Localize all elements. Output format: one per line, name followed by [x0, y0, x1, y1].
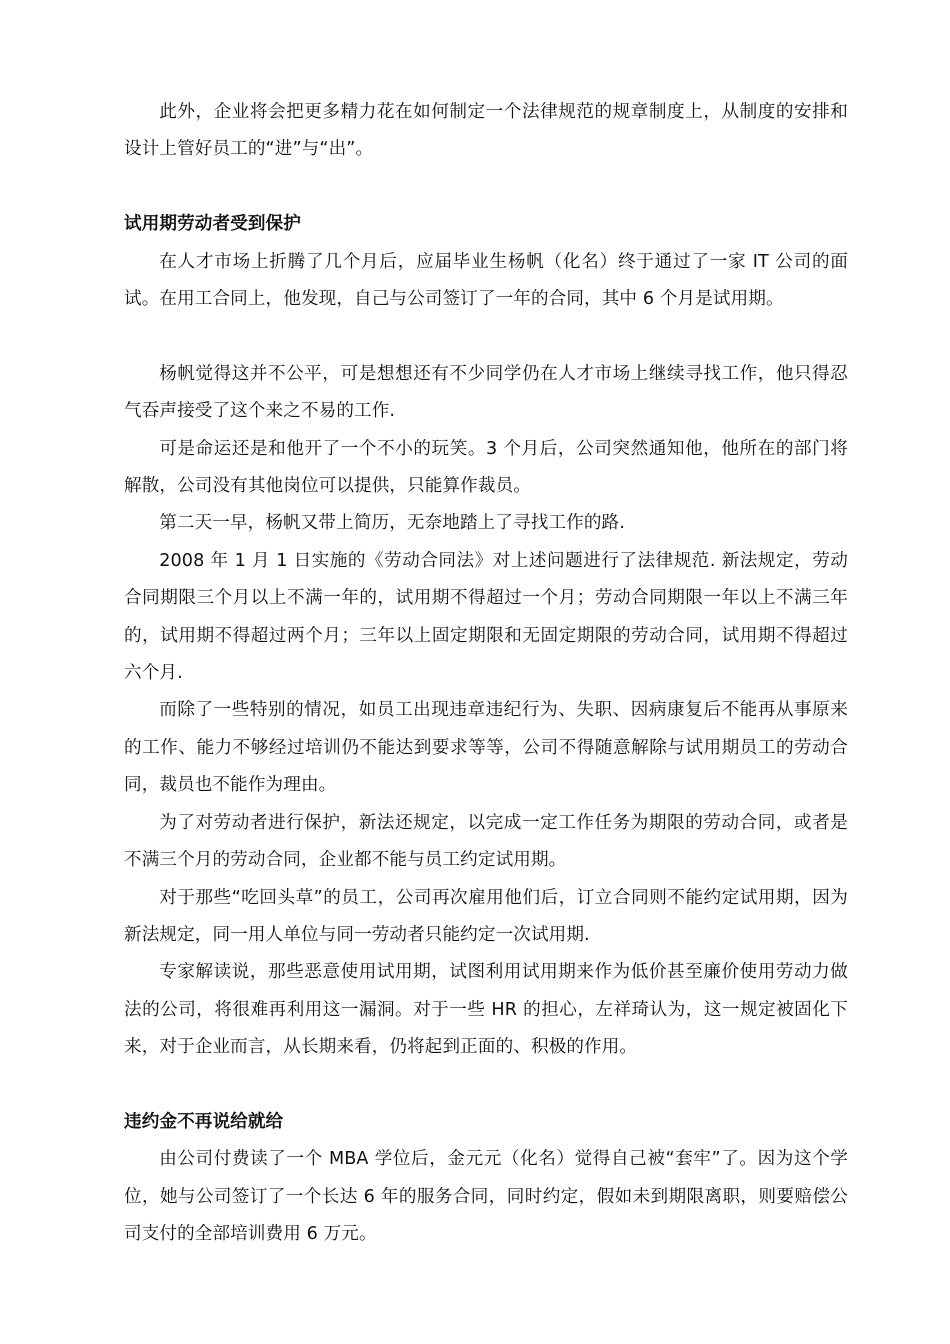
paragraph-layoff: 可是命运还是和他开了一个不小的玩笑。3 个月后，公司突然通知他，他所在的部门将解散，公司没有其他岗位可以提供，只能算作裁员。 [124, 438, 848, 497]
paragraph-yangfan-interview: 在人才市场上折腾了几个月后，应届毕业生杨帆（化名）终于通过了一家 IT 公司的面试。在用工合同上，他发现，自己与公司签订了一年的合同，其中 6 个月是试用期。 [124, 251, 848, 310]
paragraph-labor-law: 2008 年 1 月 1 日实施的《劳动合同法》对上述问题进行了法律规范. 新法规定，劳动合同期限三个月以上不满一年的，试用期不得超过一个月；劳动合同期限一年以上不满三年的，试用期不得超过两个月；三年以上固定期限和无固定期限的劳动合同，试用期不得超过六个月. [124, 550, 848, 684]
paragraph-gap [124, 1067, 848, 1104]
paragraph-mba: 由公司付费读了一个 MBA 学位后，金元元（化名）觉得自己被“套牢”了。因为这个学位，她与公司签订了一个长达 6 年的服务合同，同时约定，假如未到期限离职，则要赔偿公司支付的全部培训费用 6 万元。 [124, 1149, 848, 1245]
paragraph-next-day: 第二天一早，杨帆又带上简历，无奈地踏上了寻找工作的路. [159, 513, 625, 534]
document-body [124, 94, 848, 1254]
paragraph-management-rules: 此外，企业将会把更多精力花在如何制定一个法律规范的规章制度上，从制度的安排和设计上管好员工的“进”与“出”。 [124, 102, 848, 160]
paragraph-rehire: 对于那些“吃回头草”的员工，公司再次雇用他们后，订立合同则不能约定试用期，因为新法规定，同一用人单位与同一劳动者只能约定一次试用期. [124, 887, 848, 945]
paragraph-unfair: 杨帆觉得这并不公平，可是想想还有不少同学仍在人才市场上继续寻找工作，他只得忍气吞声接受了这个来之不易的工作. [124, 363, 848, 422]
paragraph-special-cases: 而除了一些特别的情况，如员工出现违章违纪行为、失职、因病康复后不能再从事原来的工作、能力不够经过培训仍不能达到要求等等，公司不得随意解除与试用期员工的劳动合同，裁员也不能作为理由。 [124, 700, 848, 796]
paragraph-protection: 为了对劳动者进行保护，新法还规定，以完成一定工作任务为期限的劳动合同，或者是不满三个月的劳动合同，企业都不能与员工约定试用期。 [124, 812, 848, 871]
paragraph-gap [124, 169, 848, 206]
paragraph-gap [124, 318, 848, 355]
section-heading-penalty: 违约金不再说给就给 [124, 1111, 284, 1132]
section-heading-probation: 试用期劳动者受到保护 [124, 214, 301, 235]
paragraph-expert-view: 专家解读说，那些恶意使用试用期，试图利用试用期来作为低价甚至廉价使用劳动力做法的公司，将很难再利用这一漏洞。对于一些 HR 的担心，左祥琦认为，这一规定被固化下来，对于企业而言，从长期来看，仍将起到正面的、积极的作用。 [124, 962, 848, 1058]
